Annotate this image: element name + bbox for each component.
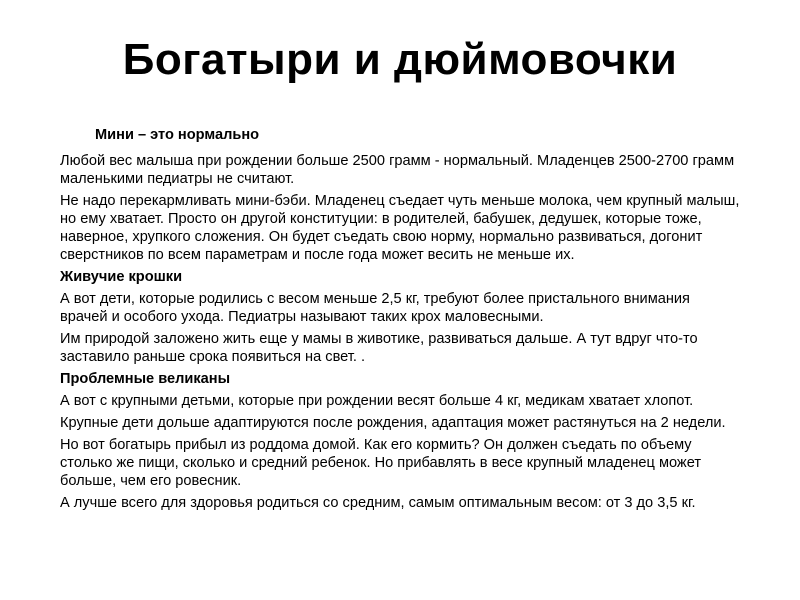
slide-subtitle: Мини – это нормально <box>95 127 260 143</box>
paragraph: Любой вес малыша при рождении больше 2500 грамм - нормальный. Младенцев 2500-2700 грамм маленькими педиатры не считают. <box>60 153 735 187</box>
paragraph: А вот с крупными детьми, которые при рождении весят больше 4 кг, медикам хватает хлопот. <box>60 393 694 409</box>
section-heading: Проблемные великаны <box>60 371 231 387</box>
section-heading: Живучие крошки <box>60 269 183 285</box>
slide-content <box>60 126 740 516</box>
paragraph: Не надо перекармливать мини-бэби. Младенец съедает чуть меньше молока, чем крупный малыш, но ему хватает. Просто он другой конституции: в родителей, бабушек, дедушек, которые тоже, наверное, хрупкого сложения. Он будет съедать свою норму, нормально развиваться, догонит сверстников по всем параметрам и после года может весить не меньше их. <box>60 193 740 263</box>
paragraph: А вот дети, которые родились с весом меньше 2,5 кг, требуют более пристального внимания врачей и особого ухода. Педиатры называют таких крох маловесными. <box>60 291 690 325</box>
slide-title: Богатыри и дюймовочки <box>122 35 678 84</box>
paragraph: Крупные дети дольше адаптируются после рождения, адаптация может растянуться на 2 недели. <box>60 415 726 431</box>
paragraph: Им природой заложено жить еще у мамы в животике, развиваться дальше. А тут вдруг что-то заставило раньше срока появиться на свет. . <box>60 331 698 365</box>
paragraph: А лучше всего для здоровья родиться со средним, самым оптимальным весом: от 3 до 3,5 кг. <box>60 495 696 511</box>
paragraph: Но вот богатырь прибыл из роддома домой. Как его кормить? Он должен съедать по объему столько же пищи, сколько и средний ребенок. Но прибавлять в весе крупный младенец может больше, чем его ровесник. <box>60 437 702 489</box>
